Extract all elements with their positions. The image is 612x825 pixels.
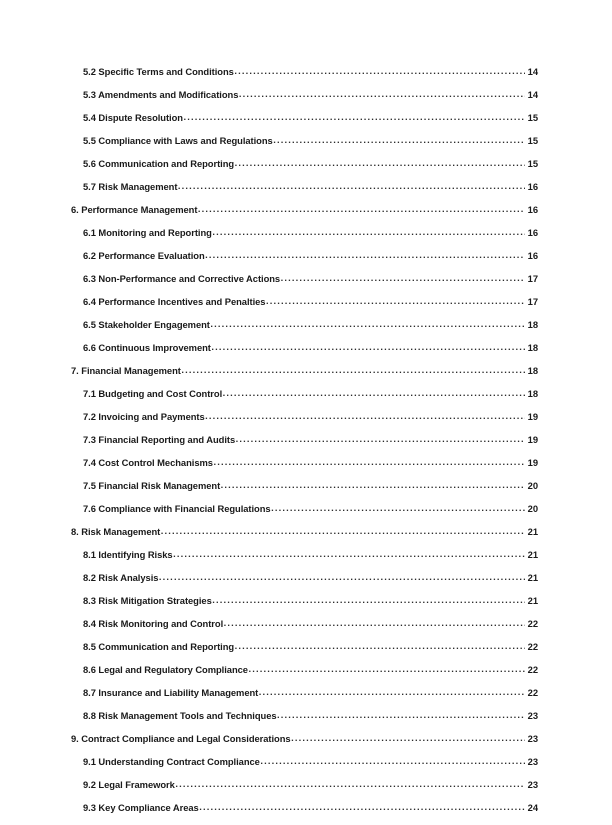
toc-entry-title: 9.3 Key Compliance Areas <box>83 802 199 814</box>
toc-entry-page-number: 18 <box>527 342 538 354</box>
toc-dot-leader <box>205 411 524 420</box>
toc-entry-page-number: 21 <box>527 549 538 561</box>
toc-entry[interactable] <box>71 802 538 825</box>
toc-entry-title: 8.8 Risk Management Tools and Techniques <box>83 710 277 722</box>
toc-dot-leader <box>159 572 525 581</box>
toc-dot-leader <box>236 434 525 443</box>
toc-entry[interactable] <box>71 710 538 733</box>
toc-entry-title: 8. Risk Management <box>71 526 161 538</box>
toc-entry-title: 8.6 Legal and Regulatory Compliance <box>83 664 248 676</box>
toc-dot-leader <box>223 388 525 397</box>
toc-entry-title: 7.3 Financial Reporting and Audits <box>83 434 236 446</box>
toc-entry-title: 6. Performance Management <box>71 204 198 216</box>
toc-dot-leader <box>235 158 525 167</box>
toc-entry-title: 8.3 Risk Mitigation Strategies <box>83 595 212 607</box>
toc-entry[interactable] <box>71 342 538 365</box>
toc-entry-page-number: 23 <box>527 710 538 722</box>
toc-entry[interactable] <box>71 526 538 549</box>
toc-entry[interactable] <box>71 112 538 135</box>
toc-dot-leader <box>259 687 525 696</box>
toc-entry-page-number: 19 <box>527 434 538 446</box>
toc-entry-title: 7. Financial Management <box>71 365 181 377</box>
toc-entry[interactable] <box>71 756 538 779</box>
toc-entry-title: 6.6 Continuous Improvement <box>83 342 211 354</box>
toc-dot-leader <box>277 710 524 719</box>
toc-entry-page-number: 22 <box>527 664 538 676</box>
toc-entry-page-number: 21 <box>527 526 538 538</box>
toc-entry-title: 7.1 Budgeting and Cost Control <box>83 388 223 400</box>
toc-entry[interactable] <box>71 296 538 319</box>
toc-entry-title: 8.4 Risk Monitoring and Control <box>83 618 224 630</box>
toc-entry[interactable] <box>71 503 538 526</box>
toc-entry[interactable] <box>71 273 538 296</box>
toc-entry-title: 6.2 Performance Evaluation <box>83 250 205 262</box>
toc-entry[interactable] <box>71 66 538 89</box>
toc-entry[interactable] <box>71 572 538 595</box>
toc-dot-leader <box>271 503 524 512</box>
toc-entry[interactable] <box>71 549 538 572</box>
toc-entry-page-number: 20 <box>527 503 538 515</box>
toc-entry-page-number: 22 <box>527 641 538 653</box>
toc-entry-title: 8.7 Insurance and Liability Management <box>83 687 259 699</box>
toc-entry[interactable] <box>71 733 538 756</box>
toc-dot-leader <box>212 595 524 604</box>
toc-entry-title: 6.1 Monitoring and Reporting <box>83 227 212 239</box>
toc-entry[interactable] <box>71 618 538 641</box>
toc-dot-leader <box>235 641 525 650</box>
toc-entry-page-number: 19 <box>527 411 538 423</box>
toc-entry-page-number: 23 <box>527 779 538 791</box>
toc-entry[interactable] <box>71 595 538 618</box>
toc-entry-title: 5.7 Risk Management <box>83 181 178 193</box>
toc-entry-title: 9.2 Legal Framework <box>83 779 175 791</box>
toc-dot-leader <box>213 457 524 466</box>
toc-entry-page-number: 17 <box>527 296 538 308</box>
toc-entry[interactable] <box>71 779 538 802</box>
toc-entry[interactable] <box>71 457 538 480</box>
toc-entry-page-number: 14 <box>527 66 538 78</box>
toc-dot-leader <box>221 480 525 489</box>
toc-dot-leader <box>199 802 524 811</box>
toc-entry-title: 5.5 Compliance with Laws and Regulations <box>83 135 273 147</box>
toc-entry-page-number: 22 <box>527 687 538 699</box>
toc-entry[interactable] <box>71 89 538 112</box>
toc-entry-page-number: 24 <box>527 802 538 814</box>
toc-entry-title: 6.4 Performance Incentives and Penalties <box>83 296 266 308</box>
toc-dot-leader <box>211 342 524 351</box>
toc-entry-title: 9. Contract Compliance and Legal Considerations <box>71 733 291 745</box>
toc-dot-leader <box>210 319 524 328</box>
toc-dot-leader <box>234 66 524 75</box>
toc-entry-title: 6.5 Stakeholder Engagement <box>83 319 210 331</box>
toc-entry-page-number: 23 <box>527 756 538 768</box>
toc-entry[interactable] <box>71 664 538 687</box>
toc-entry-page-number: 18 <box>527 365 538 377</box>
toc-entry-title: 8.1 Identifying Risks <box>83 549 173 561</box>
toc-entry-title: 6.3 Non-Performance and Corrective Actions <box>83 273 281 285</box>
toc-entry-title: 5.3 Amendments and Modifications <box>83 89 239 101</box>
toc-entry-title: 7.5 Financial Risk Management <box>83 480 221 492</box>
toc-entry-page-number: 21 <box>527 572 538 584</box>
toc-entry-page-number: 18 <box>527 388 538 400</box>
toc-entry-page-number: 15 <box>527 158 538 170</box>
toc-entry[interactable] <box>71 434 538 457</box>
toc-entry-title: 7.2 Invoicing and Payments <box>83 411 205 423</box>
toc-entry-page-number: 23 <box>527 733 538 745</box>
toc-entry-page-number: 15 <box>527 135 538 147</box>
toc-entry[interactable] <box>71 135 538 158</box>
toc-entry-page-number: 14 <box>527 89 538 101</box>
toc-entry-page-number: 17 <box>527 273 538 285</box>
toc-entry[interactable] <box>71 204 538 227</box>
toc-entry-title: 8.5 Communication and Reporting <box>83 641 235 653</box>
toc-dot-leader <box>173 549 524 558</box>
toc-entry-page-number: 21 <box>527 595 538 607</box>
toc-entry-title: 7.6 Compliance with Financial Regulations <box>83 503 271 515</box>
toc-dot-leader <box>260 756 524 765</box>
toc-dot-leader <box>161 526 525 535</box>
toc-entry-page-number: 16 <box>527 227 538 239</box>
toc-entry[interactable] <box>71 158 538 181</box>
toc-dot-leader <box>183 112 524 121</box>
toc-entry-title: 9.1 Understanding Contract Compliance <box>83 756 260 768</box>
toc-entry-page-number: 18 <box>527 319 538 331</box>
toc-dot-leader <box>212 227 524 236</box>
toc-entry-page-number: 16 <box>527 250 538 262</box>
toc-dot-leader <box>178 181 525 190</box>
toc-entry[interactable] <box>71 227 538 250</box>
toc-dot-leader <box>291 733 524 742</box>
toc-entry-page-number: 22 <box>527 618 538 630</box>
toc-entry[interactable] <box>71 181 538 204</box>
toc-entry-title: 5.6 Communication and Reporting <box>83 158 235 170</box>
toc-dot-leader <box>205 250 524 259</box>
toc-entry-page-number: 16 <box>527 204 538 216</box>
toc-entry-page-number: 16 <box>527 181 538 193</box>
toc-entry[interactable] <box>71 687 538 710</box>
toc-entry-page-number: 15 <box>527 112 538 124</box>
toc-entry[interactable] <box>71 388 538 411</box>
toc-dot-leader <box>248 664 524 673</box>
toc-dot-leader <box>273 135 524 144</box>
toc-entry[interactable] <box>71 480 538 503</box>
toc-dot-leader <box>266 296 525 305</box>
toc-dot-leader <box>281 273 525 282</box>
toc-entry[interactable] <box>71 365 538 388</box>
toc-dot-leader <box>198 204 525 213</box>
toc-dot-leader <box>239 89 525 98</box>
toc-entry-page-number: 20 <box>527 480 538 492</box>
table-of-contents <box>71 66 538 825</box>
toc-entry-title: 7.4 Cost Control Mechanisms <box>83 457 213 469</box>
toc-entry-title: 5.4 Dispute Resolution <box>83 112 183 124</box>
toc-entry-title: 5.2 Specific Terms and Conditions <box>83 66 234 78</box>
toc-entry-title: 8.2 Risk Analysis <box>83 572 159 584</box>
toc-dot-leader <box>175 779 524 788</box>
toc-entry[interactable] <box>71 319 538 342</box>
toc-entry[interactable] <box>71 250 538 273</box>
toc-dot-leader <box>181 365 524 374</box>
toc-entry[interactable] <box>71 411 538 434</box>
toc-entry[interactable] <box>71 641 538 664</box>
toc-entry-page-number: 19 <box>527 457 538 469</box>
toc-dot-leader <box>224 618 525 627</box>
